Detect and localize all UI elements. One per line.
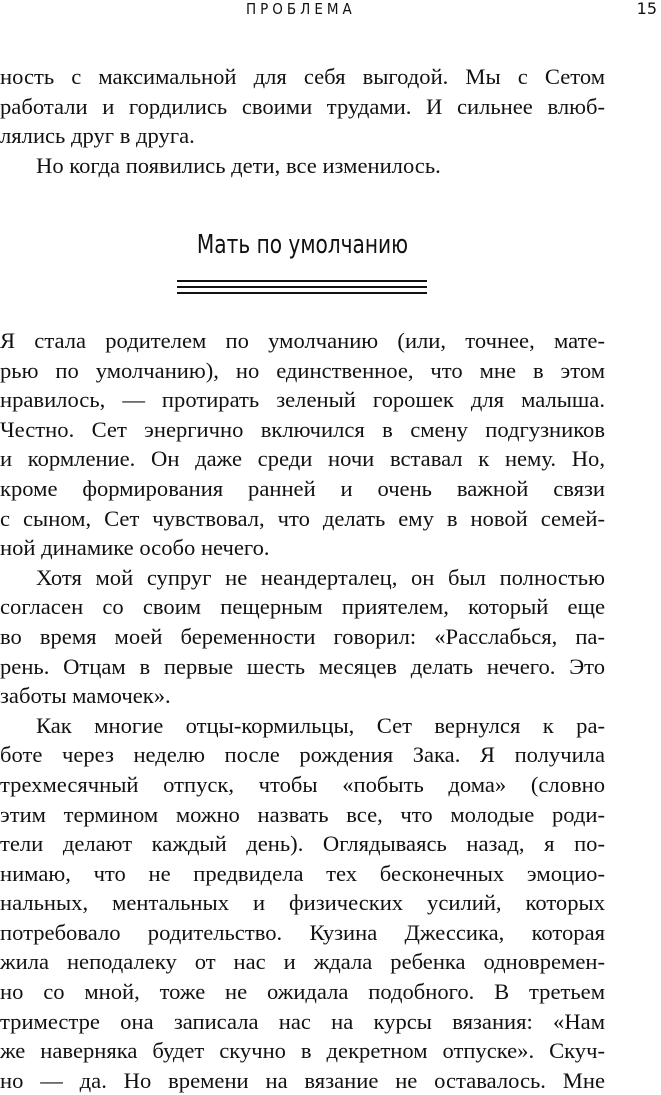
text-line: рень. Отцам в первые шесть месяцев делать нечего. Это bbox=[0, 653, 605, 679]
text-line: нравилось, — протирать зеленый горошек для малыша. bbox=[0, 387, 605, 413]
text-line: рью по умолчанию), но единственное, что мне в этом bbox=[0, 357, 605, 383]
text-line: но со мной, тоже не ожидала подобного. В третьем bbox=[0, 979, 605, 1005]
text-line: лялись друг в друга. bbox=[0, 123, 195, 149]
text-line: работали и гордились своими трудами. И сильнее влюб- bbox=[0, 93, 605, 119]
text-line: боте через неделю после рождения Зака. Я получила bbox=[0, 742, 605, 768]
paragraph bbox=[0, 563, 605, 711]
paragraph bbox=[0, 711, 605, 1095]
page-number: 15 bbox=[636, 0, 657, 18]
text-line: кроме формирования ранней и очень важной связи bbox=[0, 475, 605, 501]
text-line: ной динамике особо нечего. bbox=[0, 535, 270, 561]
text-line: нальных, ментальных и физических усилий, которых bbox=[0, 890, 605, 916]
text-line: Честно. Сет энергично включился в смену подгузников bbox=[0, 416, 605, 442]
paragraph bbox=[0, 62, 605, 151]
text-line: согласен со своим пещерным приятелем, который еще bbox=[0, 594, 605, 620]
running-header-title: ПРОБЛЕМА bbox=[246, 0, 356, 18]
divider bbox=[177, 292, 427, 294]
text-line: же наверняка будет скучно в декретном отпуске». Скуч- bbox=[0, 1038, 605, 1064]
text-line: Но когда появились дети, все изменилось. bbox=[36, 152, 441, 178]
text-line: но — да. Но времени на вязание не оставалось. Мне bbox=[0, 1067, 605, 1093]
text-line: тели делают каждый день). Оглядываясь назад, я по- bbox=[0, 831, 605, 857]
text-line: Я стала родителем по умолчанию (или, точнее, мате- bbox=[0, 328, 605, 353]
paragraph bbox=[0, 151, 605, 181]
top-text-block bbox=[0, 62, 605, 180]
body-text-block bbox=[0, 326, 605, 1095]
text-line: нимаю, что не предвидела тех бесконечных эмоцио- bbox=[0, 860, 605, 886]
heading-ornament-rules bbox=[177, 280, 427, 298]
paragraph bbox=[0, 326, 605, 563]
text-line: с сыном, Сет чувствовал, что делать ему в новой семей- bbox=[0, 505, 605, 531]
text-line: и кормление. Он даже среди ночи вставал к нему. Но, bbox=[0, 446, 605, 472]
text-line: Как многие отцы-кормильцы, Сет вернулся к ра- bbox=[36, 712, 605, 738]
text-line: заботы мамочек». bbox=[0, 683, 171, 709]
text-line: триместре она записала нас на курсы вязания: «Нам bbox=[0, 1008, 605, 1034]
text-line: ность с максимальной для себя выгодой. Мы с Сетом bbox=[0, 64, 605, 89]
section-heading: Мать по умолчанию bbox=[196, 230, 409, 260]
divider bbox=[177, 286, 427, 288]
text-line: потребовало родительство. Кузина Джессика, которая bbox=[0, 919, 605, 945]
text-line: этим термином можно назвать все, что молодые роди- bbox=[0, 801, 605, 827]
text-line: Хотя мой супруг не неандерталец, он был полностью bbox=[36, 564, 605, 590]
text-line: трехмесячный отпуск, чтобы «побыть дома» (словно bbox=[0, 771, 605, 797]
divider bbox=[177, 280, 427, 282]
text-line: жила неподалеку от нас и ждала ребенка одновремен- bbox=[0, 949, 605, 975]
text-line: во время моей беременности говорил: «Расслабься, па- bbox=[0, 623, 605, 649]
